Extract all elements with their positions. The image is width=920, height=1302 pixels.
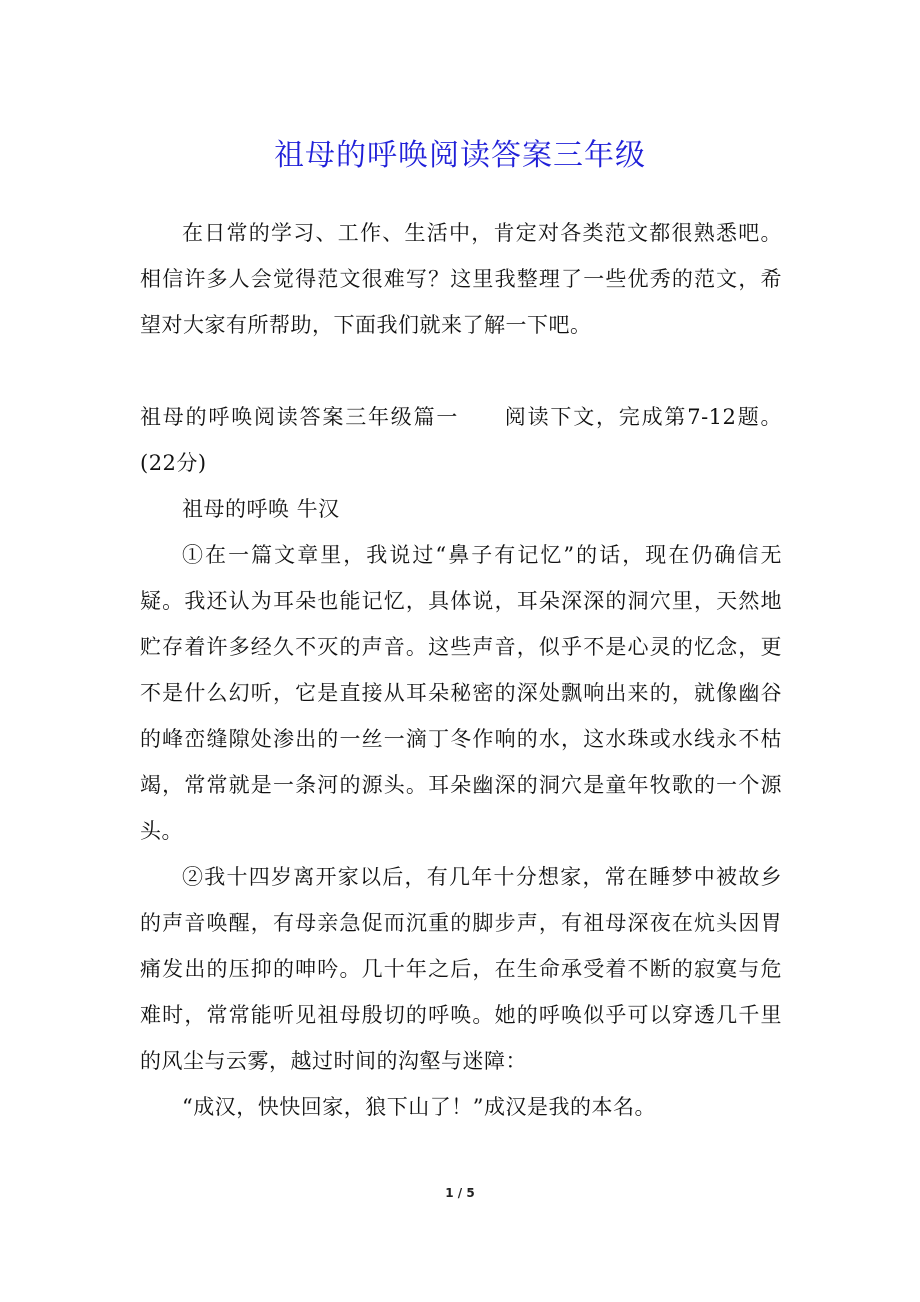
article-paragraph-2: ②我十四岁离开家以后，有几年十分想家，常在睡梦中被故乡的声音唤醒，有母亲急促而沉重的脚步声，有祖母深夜在炕头因胃痛发出的压抑的呻吟。几十年之后，在生命承受着不断的寂寞与危难时，常常能听见祖母殷切的呼唤。她的呼唤似乎可以穿透几千里的风尘与云雾，越过时间的沟壑与迷障：: [140, 865, 782, 1073]
section-heading: 祖母的呼唤阅读答案三年级篇一 阅读下文，完成第7-12题。(22分): [140, 405, 782, 475]
article-title-author: 祖母的呼唤 牛汉: [182, 497, 340, 521]
document-body: [140, 210, 782, 1130]
intro-paragraph: 在日常的学习、工作、生活中，肯定对各类范文都很熟悉吧。相信许多人会觉得范文很难写？这里我整理了一些优秀的范文，希望对大家有所帮助，下面我们就来了解一下吧。: [140, 221, 782, 337]
article-paragraph-3: “成汉，快快回家，狼下山了！”成汉是我的本名。: [182, 1095, 656, 1119]
article-paragraph-1: ①在一篇文章里，我说过“鼻子有记忆”的话，现在仍确信无疑。我还认为耳朵也能记忆，具体说，耳朵深深的洞穴里，天然地贮存着许多经久不灭的声音。这些声音，似乎不是心灵的忆念，更不是什么幻听，它是直接从耳朵秘密的深处飘响出来的，就像幽谷的峰峦缝隙处渗出的一丝一滴丁冬作响的水，这水珠或水线永不枯竭，常常就是一条河的源头。耳朵幽深的洞穴是童年牧歌的一个源头。: [140, 543, 782, 843]
document-title: 祖母的呼唤阅读答案三年级: [274, 138, 646, 174]
paragraph-spacer: [140, 348, 782, 394]
page-number: 1 / 5: [445, 1186, 475, 1200]
